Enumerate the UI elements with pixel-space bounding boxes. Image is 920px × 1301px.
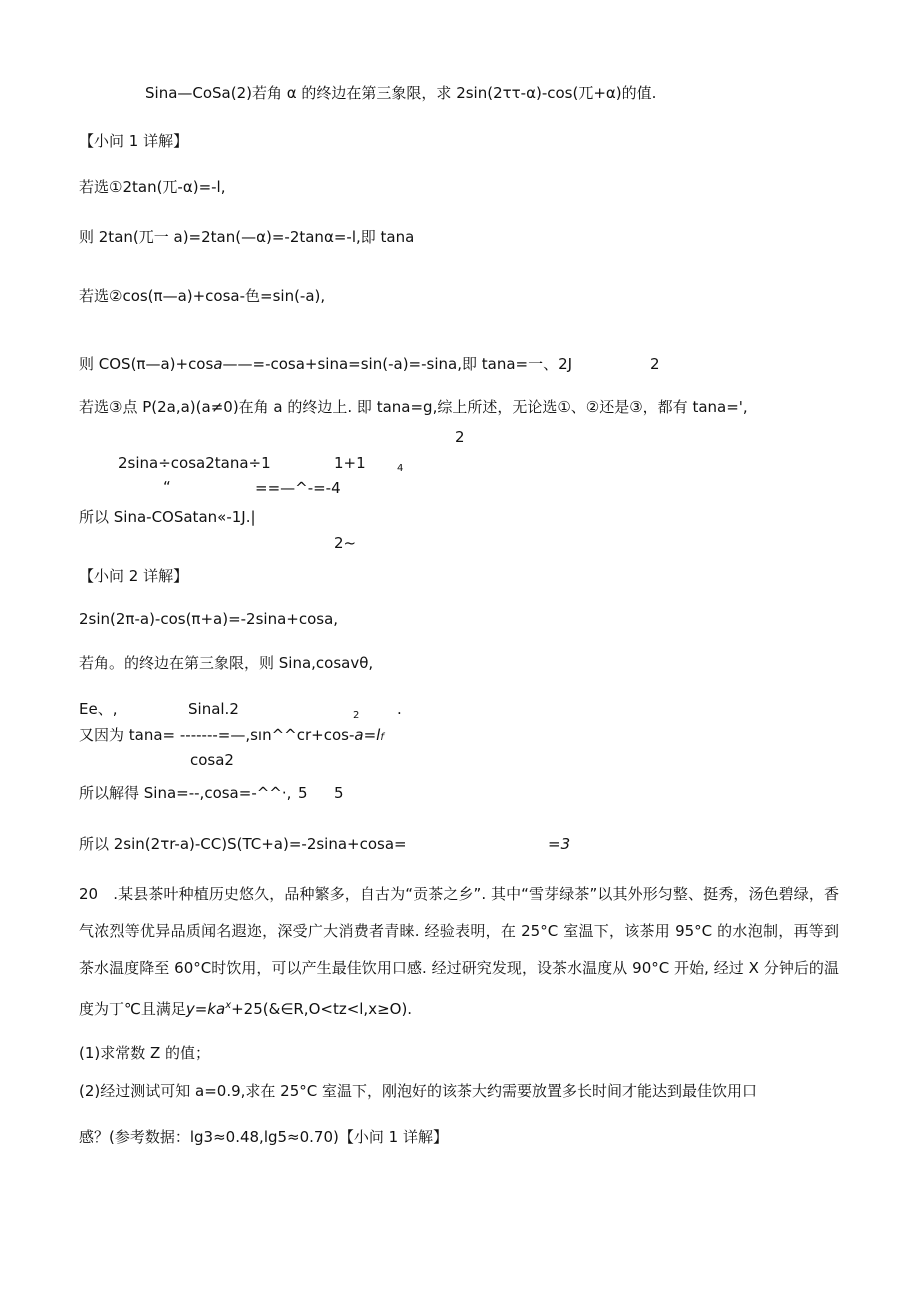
part-2-denominator-5b: 5 <box>334 784 344 802</box>
part-2-quadrant: 若角。的终边在第三象限，则 Sina,cosavθ, <box>79 654 374 672</box>
expression-sum: 1+1 <box>334 454 366 472</box>
question-part-2: Sina—CoSa(2)若角 α 的终边在第三象限，求 2sin(2ττ-α)-cos(兀+α)的值. <box>145 84 657 102</box>
problem-20-text: 20 .某县茶叶种植历史悠久，品种繁多，自古为“贡茶之乡”. 其中“雪芽绿茶”以其外形匀整、挺秀，汤色碧绿，香气浓烈等优异品质闻名遐迩，深受广大消费者青睐. 经验表明，在 25°C 室温下，该茶用 95°C 的水泡制，再等到茶水温度降至 60°C时饮用，可以产生最佳饮用口感. 经过研究发现，设茶水温度从 90°C 开始, 经过 X 分钟后的温度为丁℃且满足 <box>79 885 839 1018</box>
sub-question-1-heading: 【小问 1 详解】 <box>79 132 189 150</box>
problem-20-formula-start: y=ka <box>185 1000 226 1018</box>
fraction-denominator-2: 2 <box>455 428 465 446</box>
part-2-small-2: 2 <box>353 710 360 721</box>
part-2-final-value: =3 <box>548 835 571 853</box>
conclusion-1-denominator: 2~ <box>334 534 357 552</box>
problem-20-question-2: (2)经过测试可知 a=0.9,求在 25°C 室温下，刚泡好的该茶大约需要放置多长时间才能达到最佳饮用口 <box>79 1082 757 1100</box>
part-2-denominator-5a: 5 <box>298 784 308 802</box>
conclusion-1: 所以 Sina-COSatan«-1J.| <box>79 508 256 526</box>
problem-20-formula-exponent: x <box>225 1000 232 1011</box>
option-3-text: 若选③点 P(2a,a)(a≠0)在角 a 的终边上. 即 tana=g,综上所述，无论选①、②还是③，都有 tana=', <box>79 398 748 416</box>
part-2-dot: . <box>397 700 402 718</box>
part-2-fragment: Ee、, <box>79 700 118 718</box>
problem-20-statement <box>79 876 839 1028</box>
problem-20-question-2-cont: 感？(参考数据：lg3≈0.48,lg5≈0.70)【小问 1 详解】 <box>79 1128 448 1146</box>
sub-question-2-heading: 【小问 2 详解】 <box>79 567 189 585</box>
option-2-derivation <box>79 355 572 373</box>
option-2-derivation-end: ——=-cosa+sina=sin(-a)=-sina,即 tana=一、2J <box>222 355 573 373</box>
option-2-italic-a: a <box>213 355 223 373</box>
part-2-tana-subscript: f <box>380 732 384 743</box>
part-2-solution: 所以解得 Sina=--,cosa=-^^·, <box>79 784 292 802</box>
option-1-text: 若选①2tan(兀-α)=-l, <box>79 178 226 196</box>
problem-20-question-1: (1)求常数 Z 的值； <box>79 1044 211 1062</box>
part-2-tana-italic: a=l <box>354 726 381 744</box>
part-2-cosa-denominator: cosa2 <box>190 751 234 769</box>
option-1-derivation: 则 2tan(兀一 a)=2tan(—α)=-2tanα=-l,即 tana <box>79 228 415 246</box>
part-2-tana-equation <box>79 726 384 747</box>
expression-numerator: 2sina÷cosa2tana÷1 <box>118 454 271 472</box>
expression-result: ==—^-=-4 <box>255 479 341 497</box>
option-2-text: 若选②cos(π—a)+cosa-色=sin(-a), <box>79 287 326 305</box>
part-2-tana-start: 又因为 tana= -------=—,sın^^cr+cos- <box>79 726 355 744</box>
quote-mark: “ <box>163 478 171 496</box>
option-2-derivation-start: 则 COS(π—a)+cos <box>79 355 214 373</box>
expression-small-4: 4 <box>397 463 404 474</box>
part-2-final: 所以 2sin(2τr-a)-CC)S(TC+a)=-2sina+cosa= <box>79 835 407 853</box>
part-2-sina-fraction: Sinal.2 <box>188 700 239 718</box>
option-2-denominator: 2 <box>650 355 660 373</box>
problem-20-formula-end: +25(&∈R,O<tz<l,x≥O). <box>231 1000 413 1018</box>
part-2-identity: 2sin(2π-a)-cos(π+a)=-2sina+cosa, <box>79 610 339 628</box>
